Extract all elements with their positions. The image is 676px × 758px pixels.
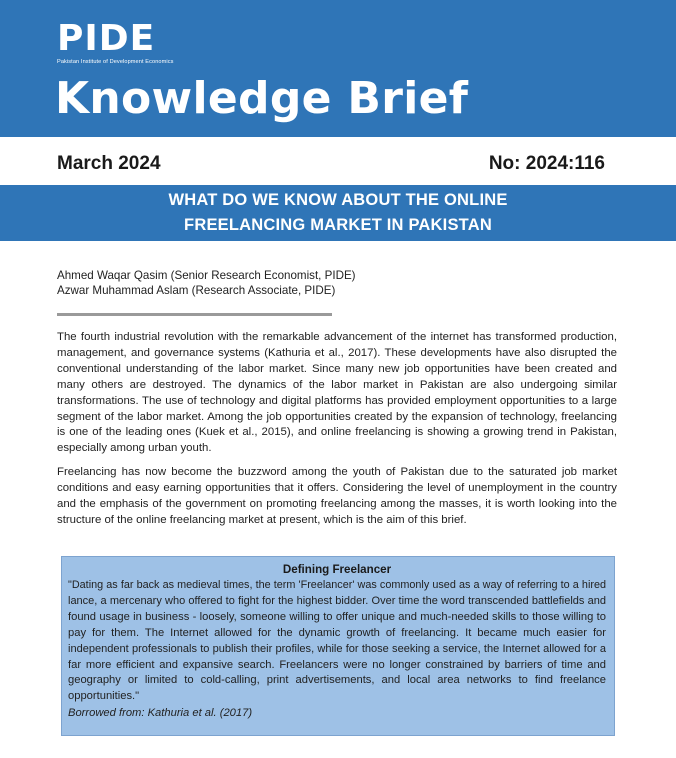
text-line: Freelancing has now become the buzzword among the youth of Pakistan due to the saturated job market bbox=[57, 466, 617, 479]
quote-line: far more efficient and expansive search. Freelancers were no longer constrained by barriers of time and bbox=[68, 658, 606, 671]
box-quote bbox=[68, 578, 606, 705]
text-line: management, and governance systems (Kathuria et al., 2017). These developments have also disrupted the bbox=[57, 346, 617, 359]
logo-wordmark: PIDE bbox=[57, 18, 156, 59]
pide-logo bbox=[57, 20, 174, 66]
text-line: transformations. The use of technology and digital platforms has provided employment opportunities to a large bbox=[57, 394, 617, 407]
text-line: segment of the labor market. Among the job opportunities created by the expansion of technology, freelancing bbox=[57, 410, 617, 423]
author: Azwar Muhammad Aslam (Research Associate, PIDE) bbox=[57, 284, 336, 297]
divider bbox=[57, 313, 332, 316]
box-title: Defining Freelancer bbox=[282, 563, 392, 576]
text-line: The fourth industrial revolution with the remarkable advancement of the internet has transformed production, bbox=[57, 331, 617, 343]
quote-line: independent professionals to publish their profiles, while for those seeking a service, the Internet allowed for a bbox=[68, 642, 606, 655]
text-line: conventional understanding of the labor market. Since many new job opportunities have been created and bbox=[57, 362, 617, 375]
issue-date: March 2024 bbox=[57, 153, 161, 174]
text-line: is one of the leading ones (Kuek et al., 2015), and online freelancing is showing a growing trend in Pakistan, bbox=[57, 426, 617, 439]
text-line: and the emphasis of the government on promoting freelancing among the masses, it is worth looking into the bbox=[57, 498, 617, 511]
quote-line: found usage in business - loosely, someone willing to offer unique and much-needed skills to those willing to bbox=[68, 610, 606, 623]
paragraph bbox=[57, 465, 617, 529]
quote-line: lance, a mercenary who offered to fight for the highest bidder. Over time the word transcended battlefields and bbox=[68, 594, 606, 607]
publication-title: Knowledge Brief bbox=[55, 73, 469, 124]
brief-title-line-2: FREELANCING MARKET IN PAKISTAN bbox=[184, 216, 492, 234]
quote-line: pay for them. The Internet allowed for the dynamic growth of freelancing. It became much easier for bbox=[68, 626, 606, 639]
quote-line: opportunities." bbox=[68, 690, 140, 703]
text-line: structure of the online freelancing market at present, which is the aim of this brief. bbox=[57, 513, 467, 526]
quote-line: geography or limited to cold-calling, print advertisements, and local area networks to find freelance bbox=[68, 674, 606, 687]
text-line: many others are destroyed. The dynamics of the labor market in Pakistan are also undergoing similar bbox=[57, 378, 617, 391]
brief-title-line-1: WHAT DO WE KNOW ABOUT THE ONLINE bbox=[168, 191, 508, 209]
author-list bbox=[57, 268, 356, 298]
logo-subtitle: Pakistan Institute of Development Economics bbox=[57, 59, 174, 65]
author: Ahmed Waqar Qasim (Senior Research Economist, PIDE) bbox=[57, 269, 356, 282]
brief-title-band bbox=[0, 185, 676, 241]
text-line: especially among urban youth. bbox=[57, 442, 212, 455]
definition-box bbox=[61, 556, 615, 736]
header-banner bbox=[0, 0, 676, 137]
body-text bbox=[57, 330, 617, 537]
quote-line: "Dating as far back as medieval times, the term 'Freelancer' was commonly used as a way of referring to a hired bbox=[68, 579, 606, 591]
box-source: Borrowed from: Kathuria et al. (2017) bbox=[68, 707, 253, 720]
issue-number: No: 2024:116 bbox=[488, 153, 605, 174]
paragraph bbox=[57, 330, 617, 457]
text-line: conditions and easy earning opportunities that it offers. Considering the level of unemployment in the country bbox=[57, 482, 617, 495]
